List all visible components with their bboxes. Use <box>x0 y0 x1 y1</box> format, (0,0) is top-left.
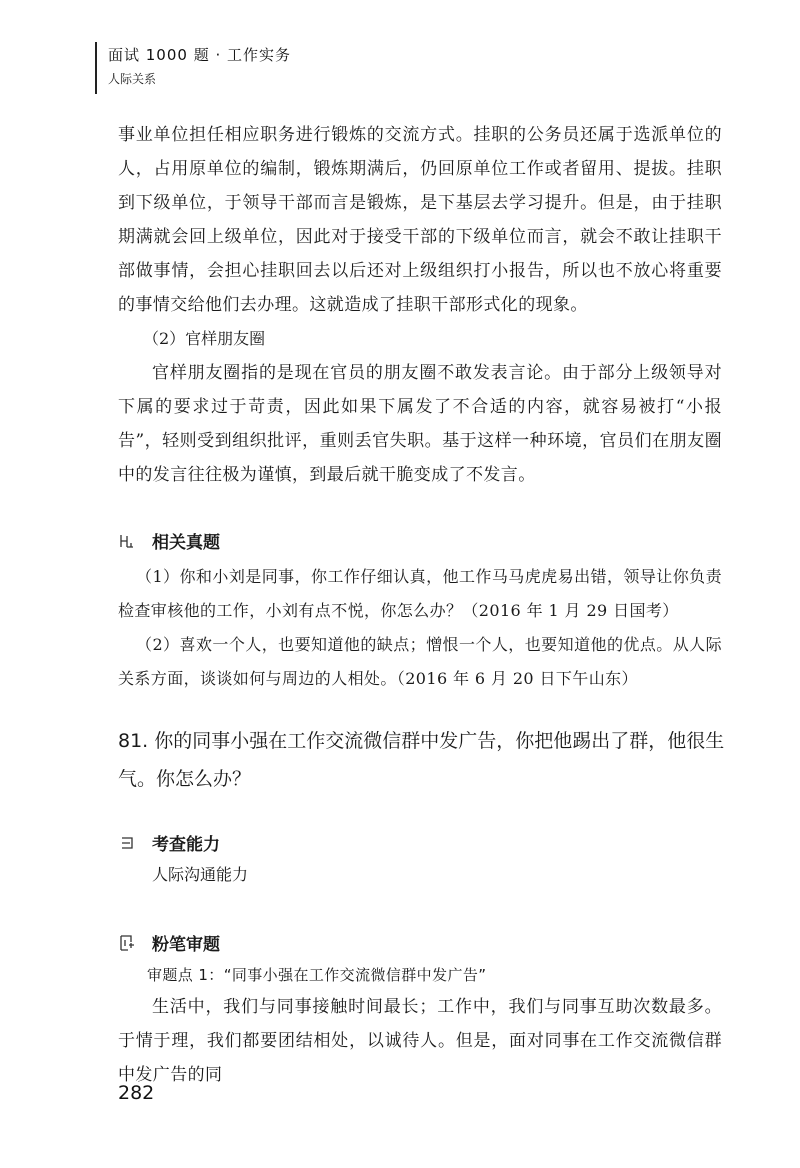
analysis-heading <box>118 930 220 955</box>
analysis-point-1: 审题点 1：“同事小强在工作交流微信群中发广告” <box>147 966 487 984</box>
running-header-title: 面试 1000 题 · 工作实务 <box>108 46 292 64</box>
paragraph-guazhi: 事业单位担任相应职务进行锻炼的交流方式。挂职的公务员还属于选派单位的人，占用原单位的编制，锻炼期满后，仍回原单位工作或者留用、提拔。挂职到下级单位，于领导干部而言是锻炼，是下基层去学习提升。但是，由于挂职期满就会回上级单位，因此对于接受干部的下级单位而言，就会不敢让挂职干部做事情，会担心挂职回去以后还对上级组织打小报告，所以也不放心将重要的事情交给他们去办理。这就造成了挂职干部形式化的现象。 <box>118 125 722 315</box>
related-questions-heading <box>118 528 220 553</box>
ability-heading <box>118 830 220 855</box>
analysis-icon <box>118 934 136 952</box>
running-header-subtitle: 人际关系 <box>108 72 157 86</box>
related-questions-icon <box>118 532 136 550</box>
header-rule <box>95 42 97 94</box>
page-number: 282 <box>118 1082 155 1104</box>
related-question-1: （1）你和小刘是同事，你工作仔细认真，他工作马马虎虎易出错，领导让你负责检查审核他的工作，小刘有点不悦，你怎么办？（2016 年 1 月 29 日国考） <box>118 567 722 620</box>
ability-title: 考查能力 <box>152 835 220 855</box>
related-questions-title: 相关真题 <box>152 533 220 553</box>
related-question-2: （2）喜欢一个人，也要知道他的缺点；憎恨一个人，也要知道他的优点。从人际关系方面，谈谈如何与周边的人相处。（2016 年 6 月 20 日下午山东） <box>118 635 722 688</box>
question-81: 81. 你的同事小强在工作交流微信群中发广告，你把他踢出了群，他很生气。你怎么办？ <box>118 730 725 790</box>
analysis-paragraph: 生活中，我们与同事接触时间最长；工作中，我们与同事互助次数最多。于情于理，我们都要团结相处，以诚待人。但是，面对同事在工作交流微信群中发广告的同 <box>118 997 722 1085</box>
subheading-guanyang: （2）官样朋友圈 <box>143 329 266 348</box>
analysis-title: 粉笔审题 <box>152 935 220 955</box>
ability-value: 人际沟通能力 <box>152 865 249 884</box>
paragraph-guanyang: 官样朋友圈指的是现在官员的朋友圈不敢发表言论。由于部分上级领导对下属的要求过于苛责，因此如果下属发了不合适的内容，就容易被打“小报告”，轻则受到组织批评，重则丢官失职。基于这样一种环境，官员们在朋友圈中的发言往往极为谨慎，到最后就干脆变成了不发言。 <box>118 363 722 485</box>
ability-icon <box>118 834 136 852</box>
